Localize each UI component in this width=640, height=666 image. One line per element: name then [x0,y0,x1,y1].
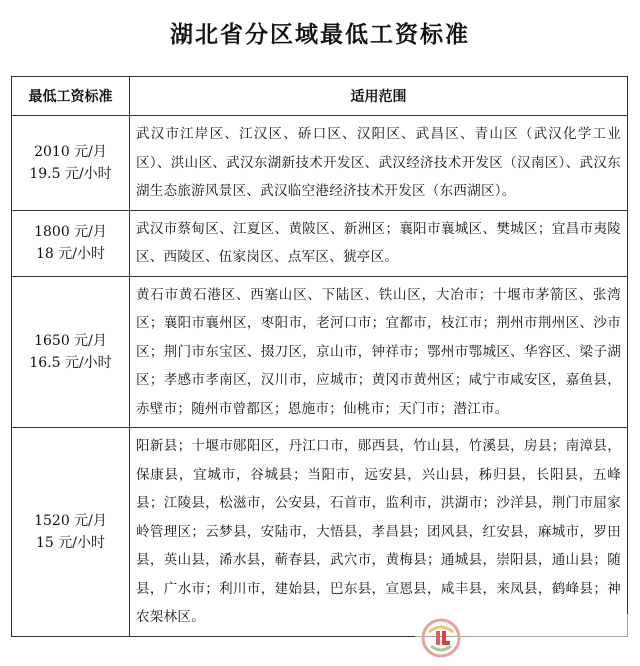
scope-cell: 阳新县；十堰市郧阳区，丹江口市，郧西县，竹山县，竹溪县，房县；南漳县，保康县，宜城市，谷城县；当阳市，远安县，兴山县，秭归县，长阳县，五峰县；江陵县，松滋市，公安县，石首市，监利市，洪湖市；沙洋县，荆门市屈家岭管理区；云梦县，安陆市，大悟县，孝昌县；团风县，红安县，麻城市，罗田县，英山县，浠水县，蕲春县，武穴市，黄梅县；通城县，崇阳县，通山县；随县，广水市；利川市，建始县，巴东县，宣恩县，咸丰县，来凤县，鹤峰县；神农架林区。 [130,428,628,637]
wage-cell [12,210,130,276]
scope-cell: 武汉市蔡甸区、江夏区、黄陂区、新洲区；襄阳市襄城区、樊城区；宜昌市夷陵区、西陵区、伍家岗区、点军区、猇亭区。 [130,210,628,276]
table-row [12,428,628,637]
monthly-wage: 1650 元/月 [34,332,107,349]
table-row [12,210,628,276]
monthly-wage: 1520 元/月 [34,512,107,529]
header-wage: 最低工资标准 [12,77,130,116]
table-row [12,276,628,428]
sl-logo-icon [421,618,461,658]
wage-cell [12,276,130,428]
hourly-wage: 19.5 元/小时 [29,165,112,182]
wage-table [11,76,628,637]
hourly-wage: 16.5 元/小时 [29,354,112,371]
scope-cell: 黄石市黄石港区、西塞山区、下陆区、铁山区，大冶市；十堰市茅箭区、张湾区；襄阳市襄州区，枣阳市，老河口市；宜都市，枝江市；荆州市荆州区、沙市区；荆门市东宝区、掇刀区，京山市，钟祥市；鄂州市鄂城区、华容区、梁子湖区；孝感市孝南区，汉川市，应城市；黄冈市黄州区；咸宁市咸安区，嘉鱼县，赤壁市；随州市曾都区；恩施市；仙桃市；天门市；潜江市。 [130,276,628,428]
table-header-row [12,77,628,116]
hourly-wage: 15 元/小时 [36,534,105,551]
wage-cell [12,428,130,637]
hourly-wage: 18 元/小时 [36,246,105,262]
header-scope: 适用范围 [130,77,628,116]
monthly-wage: 2010 元/月 [34,143,107,160]
wage-cell [12,116,130,211]
watermark [415,614,640,666]
scope-cell: 武汉市江岸区、江汉区、硚口区、汉阳区、武昌区、青山区（武汉化学工业区）、洪山区、武汉东湖新技术开发区、武汉经济技术开发区（汉南区）、武汉东湖生态旅游风景区、武汉临空港经济技术开发区（东西湖区）。 [130,116,628,211]
page-title: 湖北省分区域最低工资标准 [170,22,470,48]
monthly-wage: 1800 元/月 [34,224,107,240]
table-row [12,116,628,211]
